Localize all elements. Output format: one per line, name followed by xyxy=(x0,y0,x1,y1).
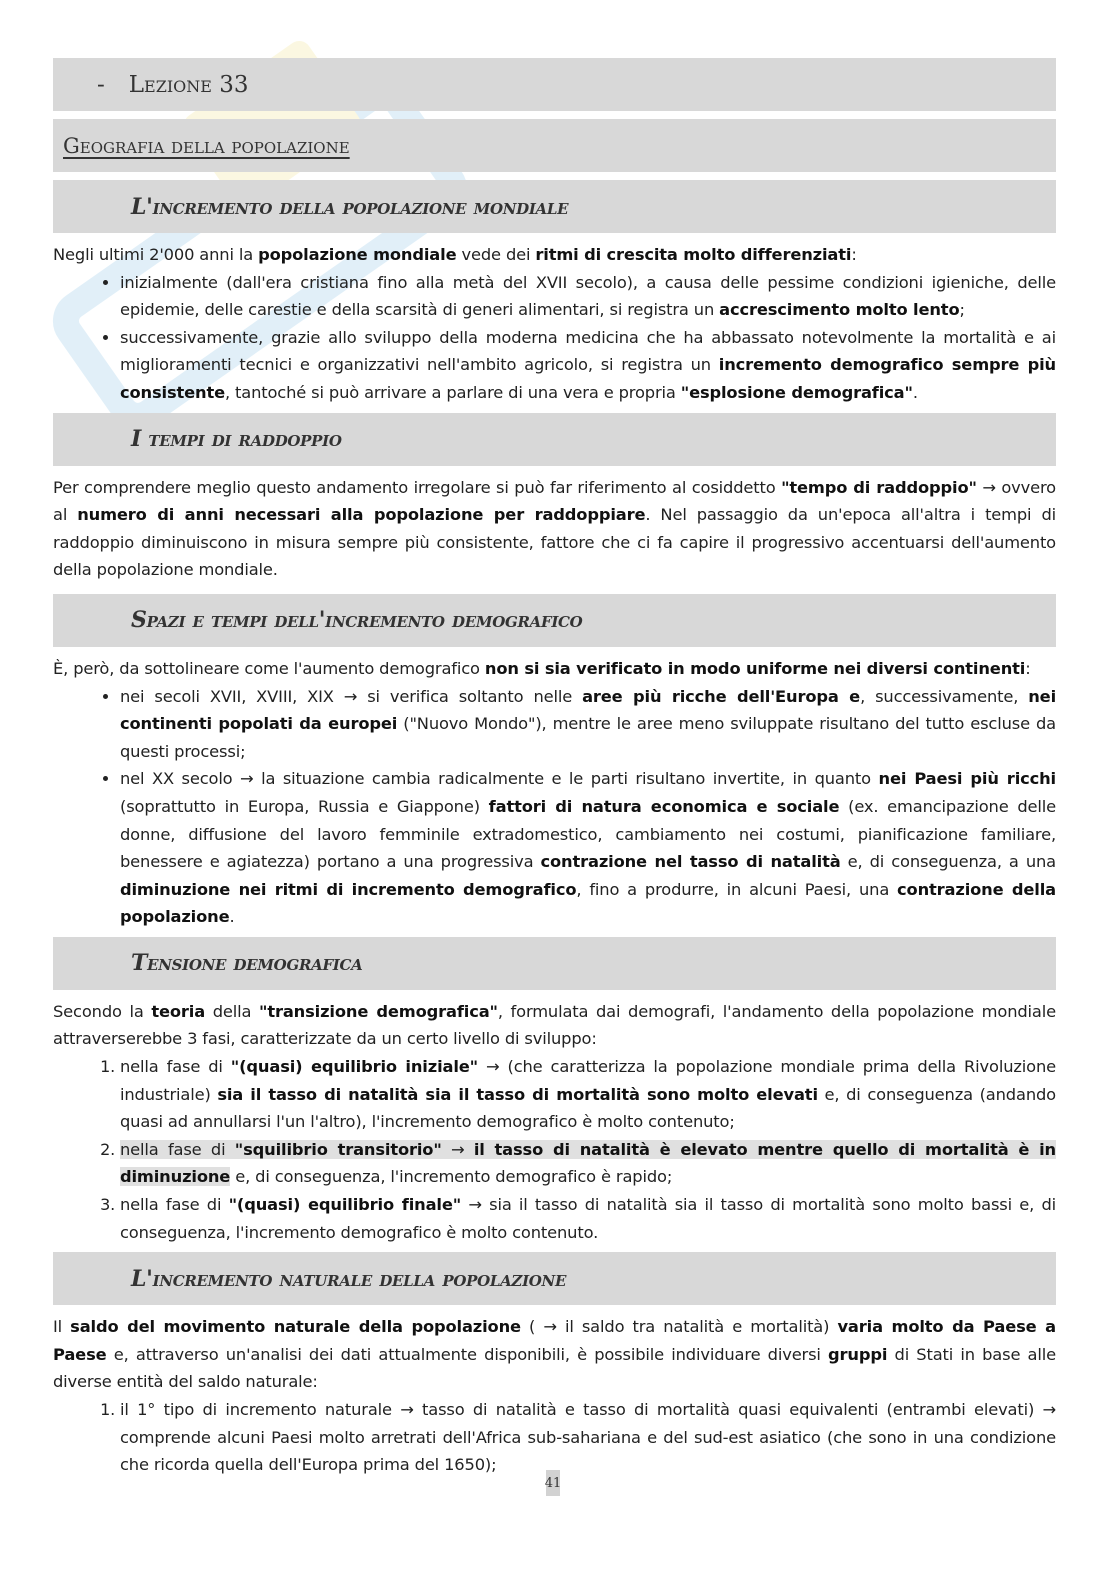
text-run: → sia il tasso di natalità sia il tasso di mortalità sono molto bassi e, di conseguenza, l'incremento demografico è molto contenuto. xyxy=(120,1195,1057,1242)
text-run: il 1° tipo di incremento naturale → tasso di natalità e tasso di mortalità quasi equivalenti (entrambi elevati) → comprende alcuni Paesi molto arretrati dell'Africa sub-sahariana e del sud-est asiatico (che sono in una condizione che ricorda quella dell'Europa prima del 1650); xyxy=(120,1400,1056,1475)
list-item xyxy=(120,683,1056,766)
bold-run: accrescimento molto lento xyxy=(719,300,960,320)
page-number xyxy=(546,1470,560,1496)
section-heading-incremento-naturale xyxy=(53,1252,1056,1305)
section-heading-tempi-raddoppio xyxy=(53,413,1056,466)
section-heading-incremento-mondiale xyxy=(53,180,1056,233)
bold-run: "(quasi) equilibrio iniziale" xyxy=(230,1057,478,1077)
bold-run: nei Paesi più ricchi xyxy=(878,769,1056,789)
text-run: nel XX secolo → la situazione cambia radicalmente e le parti risultano invertite, in quanto xyxy=(120,769,879,789)
text-run: ("Nuovo Mondo"), mentre le aree meno sviluppate risultano del tutto escluse da questi processi; xyxy=(120,714,1056,761)
list-item xyxy=(120,765,1056,931)
text-run: della xyxy=(205,1001,259,1021)
bold-run: teoria xyxy=(151,1001,206,1021)
text-run: ; xyxy=(959,300,965,320)
highlighted-run: → xyxy=(441,1139,474,1159)
bold-run: aree più ricche dell'Europa e xyxy=(582,686,861,706)
highlighted-run: nella fase di xyxy=(120,1139,235,1159)
section-heading-text: Tensione demografica xyxy=(131,950,363,977)
text-run: Negli ultimi 2'000 anni la xyxy=(53,245,259,264)
bold-run: incremento demografico sempre più consistente xyxy=(120,355,1056,402)
highlighted-bold-run: "squilibrio transitorio" xyxy=(234,1139,442,1159)
text-run: , tantoché si può arrivare a parlare di una vera e propria xyxy=(224,382,681,402)
bold-run: "tempo di raddoppio" xyxy=(781,477,977,497)
text-run: . xyxy=(229,907,235,927)
text-run: vede dei xyxy=(456,245,536,264)
bold-run: sia il tasso di natalità sia il tasso di mortalità sono molto elevati xyxy=(217,1084,818,1104)
text-run: Per comprendere meglio questo andamento irregolare si può far riferimento al cosiddetto xyxy=(53,477,782,497)
section-heading-text: L'incremento naturale della popolazione xyxy=(131,1265,567,1292)
paragraph xyxy=(53,998,1056,1053)
list-item xyxy=(120,324,1056,407)
text-run: (ex. emancipazione delle donne, diffusione del lavoro femminile extradomestico, cambiamento nei costumi, pianificazione familiare, benessere e agiatezza) portano a una progressiva xyxy=(120,796,1056,872)
section-heading-spazi-tempi xyxy=(53,594,1056,647)
bold-run: nei continenti popolati da europei xyxy=(120,686,1056,734)
text-run: Il xyxy=(53,1317,71,1337)
text-run: e, di conseguenza, l'incremento demografico è rapido; xyxy=(230,1167,673,1187)
lesson-header xyxy=(53,58,1056,111)
bold-run: contrazione nel tasso di natalità xyxy=(540,852,841,872)
text-run: e, di conseguenza (andando quasi ad annullarsi l'un l'altro), l'incremento demografico è molto contenuto; xyxy=(120,1084,1056,1132)
paragraph xyxy=(53,474,1056,584)
text-run: , successivamente, xyxy=(860,686,1029,706)
list-item xyxy=(120,1396,1056,1479)
text-run: , fino a produrre, in alcuni Paesi, una xyxy=(576,879,898,899)
list-item xyxy=(120,1136,1056,1191)
text-run: nei secoli XVII, XVIII, XIX → si verifica soltanto nelle xyxy=(120,686,583,706)
text-run: → (che caratterizza la popolazione mondiale prima della Rivoluzione industriale) xyxy=(120,1057,1056,1104)
bullet-list xyxy=(53,683,1056,931)
bold-run: contrazione della popolazione xyxy=(120,879,1056,927)
text-run: inizialmente (dall'era cristiana fino alla metà del XVII secolo), a causa delle pessime condizioni igieniche, delle epidemie, delle carestie e della scarsità di generi alimentari, si registra un xyxy=(120,272,1056,320)
text-run: → ovvero al xyxy=(53,477,1056,525)
text-run: e, attraverso un'analisi dei dati attualmente disponibili, è possibile individuare diversi xyxy=(106,1344,829,1364)
numbered-list xyxy=(53,1053,1056,1246)
text-run: , formulata dai demografi, l'andamento della popolazione mondiale attraverserebbe 3 fasi, caratterizzate da un certo livello di sviluppo: xyxy=(53,1001,1056,1049)
text-run: È, però, da sottolineare come l'aumento demografico xyxy=(53,658,485,678)
lesson-label: Lezione 33 xyxy=(128,71,249,98)
bold-run: popolazione mondiale xyxy=(258,245,457,264)
text-run: ( → il saldo tra natalità e mortalità) xyxy=(520,1317,838,1337)
bold-run: numero di anni necessari alla popolazione per raddoppiare xyxy=(77,505,646,525)
lesson-dash: - xyxy=(97,71,105,98)
section-heading-text: I tempi di raddoppio xyxy=(131,426,342,453)
text-run: . xyxy=(912,382,918,402)
numbered-list xyxy=(53,1396,1056,1479)
bold-run: ritmi di crescita molto differenziati xyxy=(535,245,852,264)
bold-run: "transizione demografica" xyxy=(259,1001,498,1021)
page-content xyxy=(53,58,1056,1485)
text-run: Secondo la xyxy=(53,1001,152,1021)
text-run: : xyxy=(1025,658,1031,678)
text-run: . Nel passaggio da un'epoca all'altra i tempi di raddoppio diminuiscono in misura sempre più consistente, fattore che ci fa capire il progressivo accentuarsi dell'aumento della popolazione mondiale. xyxy=(53,505,1057,580)
bold-run: gruppi xyxy=(828,1344,888,1364)
bold-run: saldo del movimento naturale della popolazione xyxy=(70,1317,521,1337)
text-run: (soprattutto in Europa, Russia e Giappone) xyxy=(120,796,489,816)
page-number-text: 41 xyxy=(544,1475,562,1491)
text-run: nella fase di xyxy=(120,1057,231,1077)
highlighted-bold-run: il tasso di natalità è elevato mentre quello di mortalità è in diminuzione xyxy=(120,1139,1057,1187)
list-item xyxy=(120,269,1056,324)
list-item xyxy=(120,1191,1056,1246)
section-heading-tensione-demografica xyxy=(53,937,1056,990)
text-run: : xyxy=(851,245,857,264)
section-heading-text: Spazi e tempi dell'incremento demografico xyxy=(131,607,583,634)
paragraph xyxy=(53,1313,1056,1396)
text-run: di Stati in base alle diverse entità del saldo naturale: xyxy=(53,1344,1056,1392)
paragraph xyxy=(53,655,1056,683)
bold-run: "(quasi) equilibrio finale" xyxy=(228,1195,462,1215)
bold-run: diminuzione nei ritmi di incremento demografico xyxy=(120,879,577,899)
document-title xyxy=(53,119,1056,172)
bold-run: fattori di natura economica e sociale xyxy=(488,796,840,816)
bold-run: varia molto da Paese a Paese xyxy=(53,1317,1056,1364)
text-run: nella fase di xyxy=(120,1195,229,1215)
section-heading-text: L'incremento della popolazione mondiale xyxy=(131,193,569,220)
bold-run: "esplosione demografica" xyxy=(680,382,913,402)
text-run: e, di conseguenza, a una xyxy=(840,852,1056,872)
bold-run: non si sia verificato in modo uniforme nei diversi continenti xyxy=(484,658,1026,678)
text-run: successivamente, grazie allo sviluppo della moderna medicina che ha abbassato notevolmente la mortalità e ai miglioramenti tecnici e organizzativi nell'ambito agricolo, si registra un xyxy=(120,327,1056,375)
document-title-text: Geografia della popolazione xyxy=(63,133,350,158)
paragraph xyxy=(53,241,1056,269)
list-item xyxy=(120,1053,1056,1136)
bullet-list xyxy=(53,269,1056,407)
